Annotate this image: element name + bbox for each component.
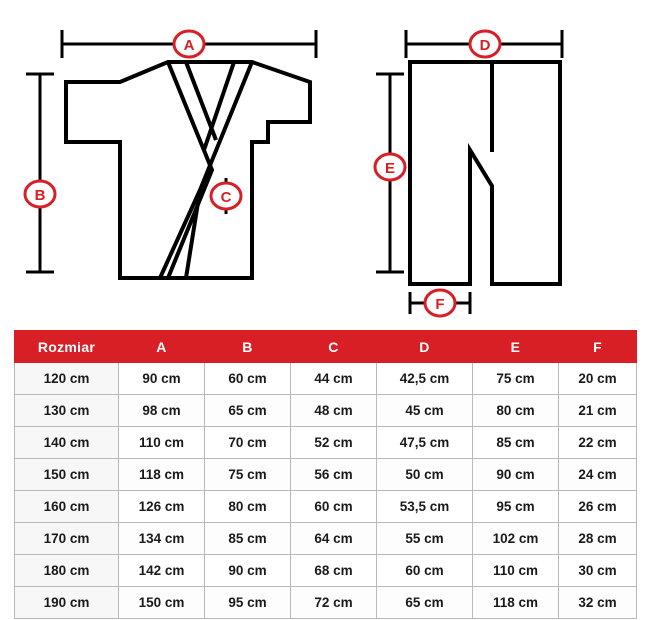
size-table — [14, 330, 637, 619]
cell-d: 42,5 cm — [377, 363, 473, 395]
cell-b: 85 cm — [205, 523, 291, 555]
cell-f: 22 cm — [559, 427, 637, 459]
measure-badge-a — [174, 31, 204, 57]
cell-size: 180 cm — [15, 555, 119, 587]
size-table-head — [15, 331, 637, 363]
cell-size: 150 cm — [15, 459, 119, 491]
table-header-rozmiar: Rozmiar — [15, 331, 119, 363]
dimension-line-b — [26, 74, 54, 272]
cell-e: 118 cm — [473, 587, 559, 619]
cell-a: 98 cm — [119, 395, 205, 427]
measure-badge-c-label: C — [220, 189, 232, 206]
cell-d: 47,5 cm — [377, 427, 473, 459]
cell-d: 60 cm — [377, 555, 473, 587]
table-header-b: B — [205, 331, 291, 363]
table-header-f: F — [559, 331, 637, 363]
cell-c: 64 cm — [291, 523, 377, 555]
cell-b: 60 cm — [205, 363, 291, 395]
cell-a: 150 cm — [119, 587, 205, 619]
table-row — [15, 555, 637, 587]
cell-f: 24 cm — [559, 459, 637, 491]
cell-size: 140 cm — [15, 427, 119, 459]
table-row — [15, 363, 637, 395]
measure-badge-c — [211, 183, 241, 209]
table-header-e: E — [473, 331, 559, 363]
measure-badge-b-label: B — [34, 187, 46, 204]
cell-f: 26 cm — [559, 491, 637, 523]
measure-badge-e-label: E — [384, 160, 396, 177]
cell-size: 130 cm — [15, 395, 119, 427]
cell-size: 120 cm — [15, 363, 119, 395]
cell-c: 48 cm — [291, 395, 377, 427]
cell-b: 90 cm — [205, 555, 291, 587]
table-header-a: A — [119, 331, 205, 363]
measure-badge-f-label: F — [435, 296, 445, 313]
cell-e: 95 cm — [473, 491, 559, 523]
cell-f: 21 cm — [559, 395, 637, 427]
cell-f: 30 cm — [559, 555, 637, 587]
cell-e: 80 cm — [473, 395, 559, 427]
cell-b: 80 cm — [205, 491, 291, 523]
cell-c: 44 cm — [291, 363, 377, 395]
table-row — [15, 587, 637, 619]
measure-badge-f — [425, 290, 455, 316]
cell-a: 118 cm — [119, 459, 205, 491]
cell-c: 56 cm — [291, 459, 377, 491]
cell-b: 75 cm — [205, 459, 291, 491]
cell-d: 50 cm — [377, 459, 473, 491]
cell-b: 70 cm — [205, 427, 291, 459]
cell-c: 60 cm — [291, 491, 377, 523]
table-header-d: D — [377, 331, 473, 363]
cell-b: 65 cm — [205, 395, 291, 427]
table-row — [15, 459, 637, 491]
table-row — [15, 491, 637, 523]
cell-b: 95 cm — [205, 587, 291, 619]
cell-d: 53,5 cm — [377, 491, 473, 523]
cell-f: 20 cm — [559, 363, 637, 395]
table-header-c: C — [291, 331, 377, 363]
table-header-row — [15, 331, 637, 363]
cell-size: 190 cm — [15, 587, 119, 619]
cell-a: 110 cm — [119, 427, 205, 459]
cell-d: 55 cm — [377, 523, 473, 555]
cell-c: 68 cm — [291, 555, 377, 587]
cell-e: 102 cm — [473, 523, 559, 555]
cell-a: 90 cm — [119, 363, 205, 395]
table-row — [15, 523, 637, 555]
cell-e: 75 cm — [473, 363, 559, 395]
cell-e: 90 cm — [473, 459, 559, 491]
cell-c: 52 cm — [291, 427, 377, 459]
measure-badge-e — [375, 154, 405, 180]
cell-size: 160 cm — [15, 491, 119, 523]
measure-badge-b — [25, 181, 55, 207]
jacket-group — [25, 30, 316, 278]
cell-a: 134 cm — [119, 523, 205, 555]
cell-e: 85 cm — [473, 427, 559, 459]
measure-badge-d-label: D — [479, 37, 491, 54]
table-row — [15, 395, 637, 427]
measure-badge-a-label: A — [183, 37, 195, 54]
cell-a: 126 cm — [119, 491, 205, 523]
size-table-body — [15, 363, 637, 619]
cell-f: 28 cm — [559, 523, 637, 555]
cell-f: 32 cm — [559, 587, 637, 619]
cell-a: 142 cm — [119, 555, 205, 587]
table-row — [15, 427, 637, 459]
measure-badge-d — [470, 31, 500, 57]
trousers-group — [375, 30, 562, 316]
cell-c: 72 cm — [291, 587, 377, 619]
cell-d: 45 cm — [377, 395, 473, 427]
cell-e: 110 cm — [473, 555, 559, 587]
cell-size: 170 cm — [15, 523, 119, 555]
cell-d: 65 cm — [377, 587, 473, 619]
